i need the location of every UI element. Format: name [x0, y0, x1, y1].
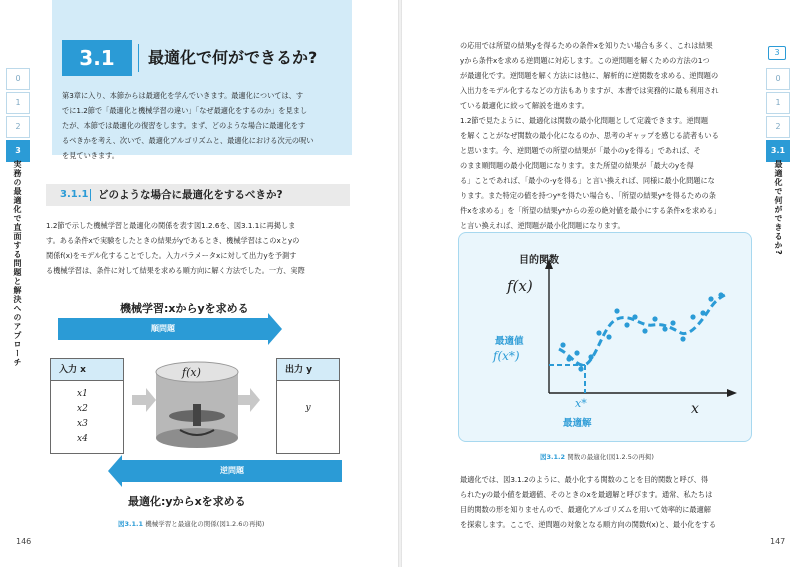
- input-list: [51, 381, 123, 447]
- section-header: [46, 184, 350, 206]
- chapter-title: 最適化で何ができるか?: [148, 48, 318, 67]
- chapter-badge: 3: [768, 46, 786, 60]
- section-title: どのような場合に最適化をするべきか?: [98, 189, 283, 201]
- input-item: x4: [77, 434, 88, 444]
- body-line: のまま順問題の最小化問題になります。また所望の結果が「最大のyを得: [460, 161, 694, 170]
- graph-fx-star: f(x*): [493, 349, 520, 363]
- intro-line: たが、本節では最適化の復習をします。まず、どのような場合に最適化をす: [62, 121, 306, 130]
- body-line: 1.2節で示した機械学習と最適化の関係を表す図1.2.6を、図3.1.1に再掲しま: [46, 221, 296, 230]
- section-number: 3.1.1: [60, 189, 89, 200]
- body-paragraph-top: [460, 38, 760, 233]
- graph-fx: f(x): [507, 277, 533, 295]
- graph-ylabel: 目的関数: [519, 255, 559, 266]
- chapter-tab-1[interactable]: 1: [6, 92, 30, 114]
- left-page: [0, 0, 398, 567]
- body-line: yから条件xを求める逆問題に対応します。この逆問題を解くための方法の1つ: [460, 56, 710, 65]
- opt-title: 最適化:yからxを求める: [128, 495, 246, 508]
- caption-id: 図3.1.1: [118, 520, 144, 528]
- body-paragraph: [46, 218, 351, 278]
- body-line: る機械学習は、条件に対して結果を求める順方向に解く方法でした。一方、実際: [46, 266, 305, 275]
- ml-title: 機械学習:xからyを求める: [120, 302, 249, 315]
- body-line: と言い換えれば、逆問題が最小化問題になります。: [460, 221, 625, 230]
- chapter-tab-2[interactable]: 2: [6, 116, 30, 138]
- figure-caption: [118, 519, 264, 528]
- output-item: y: [305, 403, 311, 413]
- page-number: 147: [770, 537, 786, 546]
- body-line: る」ことであれば、「最小の-yを得る」と言い換えれば、同様に最小化問題にな: [460, 176, 715, 185]
- body-line: 最適化では、図3.1.2のように、最小化する関数のことを目的関数と呼び、得: [460, 475, 709, 484]
- chapter-title-row: [52, 40, 352, 76]
- backward-arrow: [122, 460, 342, 482]
- chapter-intro: [62, 88, 342, 163]
- page-number: 146: [16, 537, 32, 546]
- body-line: の応用では所望の結果yを得るための条件xを知りたい場合も多く、これは結果: [460, 41, 713, 50]
- body-line: 件xを求める」を「所望の結果y*からの差の絶対値を最小にする条件xを求める」: [460, 206, 721, 215]
- chapter-tab-3-1[interactable]: 3.1: [766, 140, 790, 162]
- body-line: ている最適化に絞って解説を進めます。: [460, 101, 589, 110]
- chapter-tab-1[interactable]: 1: [766, 92, 790, 114]
- graph-opt-value: 最適値: [495, 336, 524, 347]
- output-box: [276, 358, 340, 454]
- input-item: x3: [77, 419, 88, 429]
- forward-label: 順問題: [151, 324, 175, 333]
- objective-function-figure: [458, 232, 752, 442]
- graph-xlabel: x: [691, 401, 699, 417]
- graph-x-star: x*: [575, 397, 587, 410]
- body-line: と思います。今、逆問題での所望の結果が「最小のyを得る」であれば、そ: [460, 146, 701, 155]
- backward-label: 逆問題: [220, 466, 244, 475]
- input-item: x1: [77, 389, 88, 399]
- graph-opt-solution: 最適解: [563, 418, 592, 429]
- intro-line: を見ていきます。: [62, 151, 119, 160]
- input-title: 入力 x: [51, 359, 123, 381]
- chapter-tab-3[interactable]: 3: [6, 140, 30, 162]
- chapter-tab-0[interactable]: 0: [6, 68, 30, 90]
- body-line: を解くことがなぜ関数の最小化になるのか、思考のギャップを感じる読者もいる: [460, 131, 719, 140]
- body-line: 目的関数の形を知りませんので、最適化アルゴリズムを用いて効率的に最適解: [460, 505, 711, 514]
- chapter-number: 3.1: [62, 40, 132, 76]
- intro-line: るべきかを考え、次いで、最適化アルゴリズムと、最適化における次元の呪い: [62, 136, 314, 145]
- body-line: す。ある条件xで実験をしたときの結果がyであるとき、機械学習はこのxとyの: [46, 236, 300, 245]
- chapter-tabs: [766, 68, 790, 164]
- title-divider: [138, 44, 139, 72]
- body-paragraph-bottom: [460, 472, 760, 532]
- chapter-tab-0[interactable]: 0: [766, 68, 790, 90]
- chapter-tabs: [6, 68, 30, 164]
- body-line: 関係f(x)をモデル化することでした。入力パラメータxに対して出力yを予測す: [46, 251, 297, 260]
- intro-line: 第3章に入り、本節からは最適化を学んでいきます。最適化については、す: [62, 91, 304, 100]
- body-line: が最適化です。逆問題を解く方法には他に、解析的に逆関数を求める、逆問題の: [460, 71, 719, 80]
- body-line: 1.2節で見たように、最適化は関数の最小化問題として定義できます。逆問題: [460, 116, 709, 125]
- body-line: られたyの最小値を最適値、そのときのxを最適解と呼びます。通常、私たちは: [460, 490, 713, 499]
- forward-arrow: [58, 318, 268, 340]
- intro-line: でに1.2節で「最適化と機械学習の違い」「なぜ最適化をするのか」を見まし: [62, 106, 308, 115]
- caption-text: 関数の最適化(図1.2.5の再掲): [567, 453, 654, 461]
- chapter-vertical-label: 実務の最適化で直面する問題と解決へのアプローチ: [13, 160, 22, 367]
- body-line: ります。また特定の値を持つy*を得たい場合も、「所望の結果y*を得るための条: [460, 191, 716, 200]
- body-line: 入出力をモデル化するなどの方法もありますが、本書では実務的に最も利用され: [460, 86, 719, 95]
- input-box: [50, 358, 124, 454]
- section-vertical-label: 最適化で何ができるか?: [774, 160, 783, 256]
- output-title: 出力 y: [277, 359, 339, 381]
- chapter-tab-2[interactable]: 2: [766, 116, 790, 138]
- figure-caption: [540, 452, 654, 461]
- input-item: x2: [77, 404, 88, 414]
- caption-id: 図3.1.2: [540, 453, 566, 461]
- section-divider: [90, 189, 91, 201]
- right-page: [402, 0, 800, 567]
- caption-text: 機械学習と最適化の関係(図1.2.6の再掲): [145, 520, 265, 528]
- body-line: を探索します。ここで、逆問題の対象となる順方向の関数f(x)と、最小化をする: [460, 520, 717, 529]
- function-label: f(x): [182, 366, 201, 379]
